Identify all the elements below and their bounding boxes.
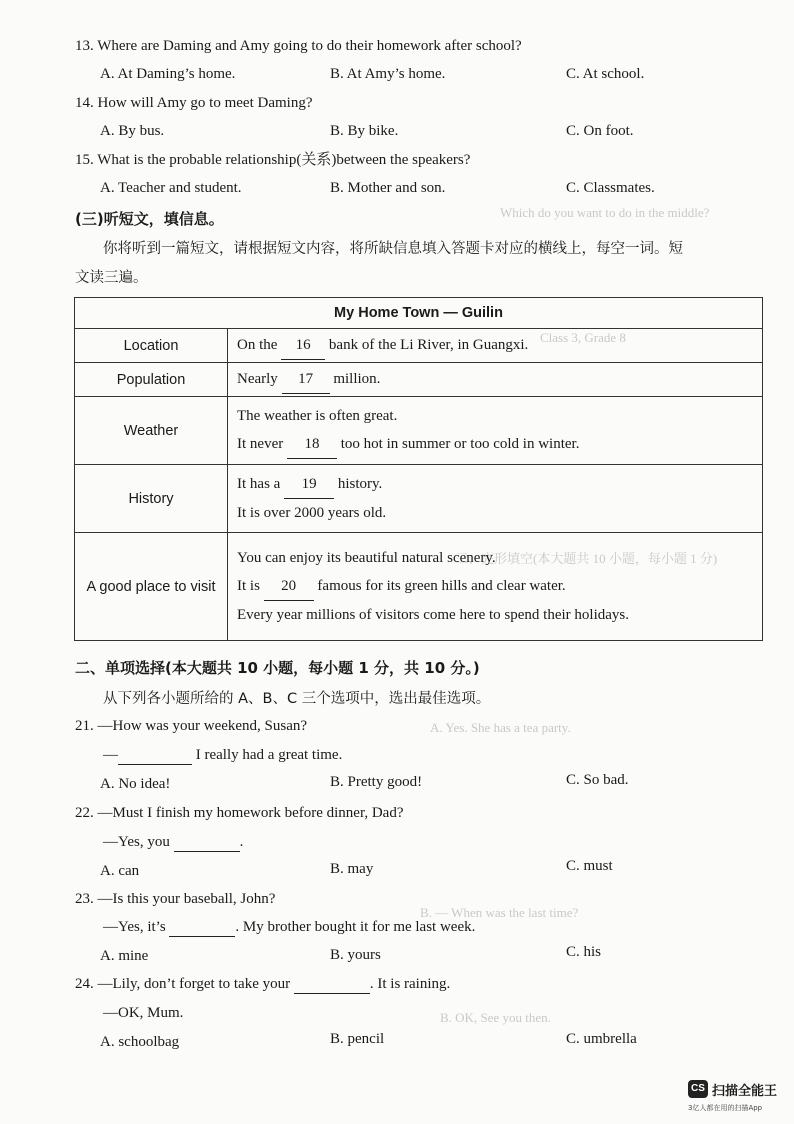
question-24-line2: —OK, Mum. [103, 1005, 184, 1021]
q24-option-b: B. pencil [330, 1031, 385, 1047]
info-table [74, 297, 763, 641]
q23-option-a: A. mine [100, 948, 149, 964]
bleed-through-text: B. OK, See you then. [440, 1010, 551, 1025]
bleed-through-text: 三、完形填空(本大题共 10 小题，每小题 1 分) [455, 551, 718, 566]
part-2-instructions: 从下列各小题所给的 A、B、C 三个选项中，选出最佳选项。 [103, 691, 491, 707]
row-label-history: History [75, 465, 228, 533]
question-21-stem: 21. —How was your weekend, Susan? [75, 718, 308, 734]
q21-option-b: B. Pretty good! [330, 774, 423, 790]
answer-blank-20[interactable]: 20 [264, 572, 314, 601]
scanner-app-name: 扫描全能王 [712, 1084, 778, 1099]
question-15-stem: 15. What is the probable relationship(关系)between the speakers? [75, 152, 471, 168]
camscanner-logo-icon: CS [688, 1080, 708, 1098]
row-value-history: It has a 19 history. It is over 2000 years old. [228, 465, 763, 533]
q24-option-c: C. umbrella [566, 1031, 637, 1047]
q22-option-b: B. may [330, 861, 374, 877]
section-3-instructions-cont: 文读三遍。 [75, 270, 148, 286]
question-22-line2: —Yes, you . [103, 834, 244, 850]
scanner-app-tagline: 3亿人都在用的扫描App [688, 1104, 763, 1112]
row-value-visit: You can enjoy its beautiful natural scenery. It is 20 famous for its green hills and clear water. Every year millions of visitors come here to spend their holidays. [228, 533, 763, 641]
q24-blank[interactable] [294, 975, 370, 994]
row-value-weather: The weather is often great. It never 18 too hot in summer or too cold in winter. [228, 397, 763, 465]
q22-blank[interactable] [174, 833, 240, 852]
q13-option-b: B. At Amy’s home. [330, 66, 446, 82]
q21-option-a: A. No idea! [100, 776, 171, 792]
row-value-location: On the 16 bank of the Li River, in Guangxi. [228, 329, 763, 363]
bleed-through-text: A. Yes. She has a tea party. [430, 720, 571, 735]
q24-option-a: A. schoolbag [100, 1034, 180, 1050]
part-2-heading: 二、单项选择(本大题共 10 小题，每小题 1 分，共 10 分。) [75, 659, 480, 677]
q22-option-c: C. must [566, 858, 613, 874]
question-14-stem: 14. How will Amy go to meet Daming? [75, 95, 313, 111]
q22-option-a: A. can [100, 863, 140, 879]
table-title: My Home Town — Guilin [75, 298, 763, 329]
row-label-location: Location [75, 329, 228, 363]
q23-option-c: C. his [566, 944, 602, 960]
answer-blank-19[interactable]: 19 [284, 470, 334, 499]
q15-option-a: A. Teacher and student. [100, 180, 242, 196]
q14-option-a: A. By bus. [100, 123, 165, 139]
row-label-visit: A good place to visit [75, 533, 228, 641]
q13-option-a: A. At Daming’s home. [100, 66, 236, 82]
answer-blank-17[interactable]: 17 [282, 365, 330, 394]
q21-option-c: C. So bad. [566, 772, 629, 788]
section-3-heading: (三)听短文，填信息。 [75, 210, 224, 228]
row-value-population: Nearly 17 million. [228, 363, 763, 397]
question-22-stem: 22. —Must I finish my homework before dinner, Dad? [75, 805, 404, 821]
q13-option-c: C. At school. [566, 66, 645, 82]
bleed-through-text: Class 3, Grade 8 [540, 330, 626, 345]
q14-option-b: B. By bike. [330, 123, 399, 139]
answer-blank-16[interactable]: 16 [281, 331, 325, 360]
question-13-stem: 13. Where are Daming and Amy going to do their homework after school? [75, 38, 522, 54]
q23-blank[interactable] [169, 918, 235, 937]
q14-option-c: C. On foot. [566, 123, 634, 139]
row-label-population: Population [75, 363, 228, 397]
q23-option-b: B. yours [330, 947, 381, 963]
bleed-through-text: B. — When was the last time? [420, 905, 579, 920]
q15-option-b: B. Mother and son. [330, 180, 446, 196]
q15-option-c: C. Classmates. [566, 180, 655, 196]
question-23-line2: —Yes, it’s . My brother bought it for me last week. [103, 919, 476, 935]
answer-blank-18[interactable]: 18 [287, 430, 337, 459]
question-24-stem: 24. —Lily, don’t forget to take your . It is raining. [75, 976, 451, 992]
question-21-line2: — I really had a great time. [103, 747, 343, 763]
section-3-instructions: 你将听到一篇短文，请根据短文内容，将所缺信息填入答题卡对应的横线上，每空一词。短 [103, 241, 683, 257]
bleed-through-text: Which do you want to do in the middle? [500, 205, 710, 220]
question-23-stem: 23. —Is this your baseball, John? [75, 891, 276, 907]
q21-blank[interactable] [118, 746, 192, 765]
row-label-weather: Weather [75, 397, 228, 465]
